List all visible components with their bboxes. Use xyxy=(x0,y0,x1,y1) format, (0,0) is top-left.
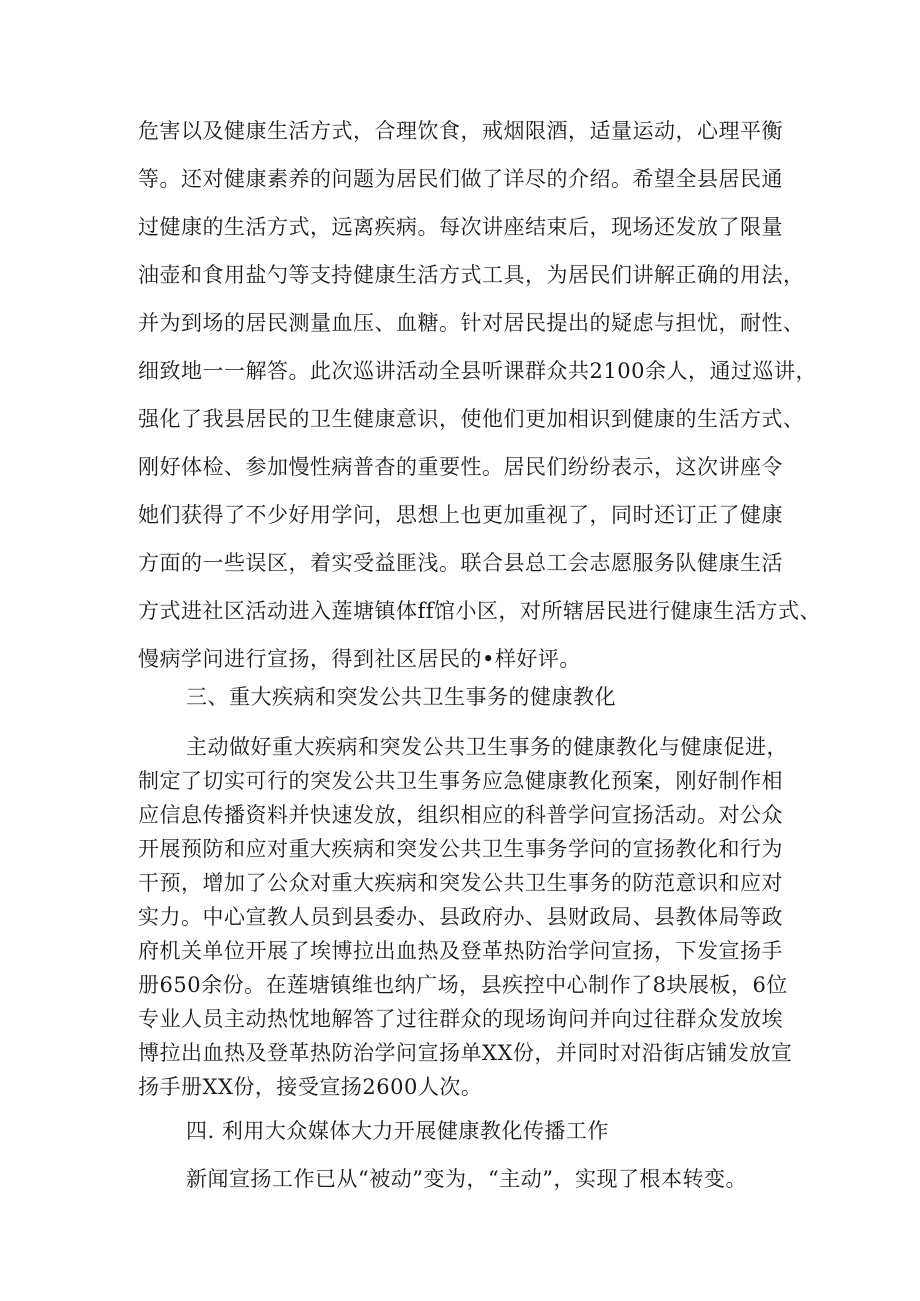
paragraph-line: 危害以及健康生活方式，合理饮食，戒烟限酒，适量运动，心理平衡 xyxy=(138,119,783,143)
paragraph-line: 干预，增加了公众对重大疾病和突发公共卫生事务的防范意识和应对 xyxy=(138,871,783,895)
paragraph-line: 过健康的生活方式，远离疾病。每次讲座结束后，现场还发放了限量 xyxy=(138,215,783,239)
paragraph-line: 实力。中心宣教人员到县委办、县政府办、县财政局、县教体局等政 xyxy=(138,905,783,929)
paragraph-3: 新闻宣扬工作已从“被动”变为，“主动”，实现了根本转变。 xyxy=(186,1167,747,1191)
paragraph-line: 细致地一一解答。此次巡讲活动全县听课群众共2100余人，通过巡讲， xyxy=(138,359,817,383)
paragraph-line: 府机关单位开展了埃博拉出血热及登革热防治学问宣扬，下发宣扬手 xyxy=(138,939,783,963)
paragraph-line: 应信息传播资料并快速发放，组织相应的科普学问宣扬活动。对公众 xyxy=(138,803,783,827)
paragraph-line: 方面的一些误区，着实受益匪浅。联合县总工会志愿服务队健康生活 xyxy=(138,551,783,575)
paragraph-line: 开展预防和应对重大疾病和突发公共卫生事务学问的宣扬教化和行为 xyxy=(138,837,783,861)
paragraph-line: 专业人员主动热忱地解答了过往群众的现场询问并向过往群众发放埃 xyxy=(138,1007,783,1031)
paragraph-line: 主动做好重大疾病和突发公共卫生事务的健康教化与健康促进， xyxy=(186,735,788,759)
paragraph-line: 等。还对健康素养的问题为居民们做了详尽的介绍。希望全县居民通 xyxy=(138,167,783,191)
section-heading-4: 四. 利用大众媒体大力开展健康教化传播工作 xyxy=(186,1119,609,1143)
paragraph-line: 慢病学问进行宣扬，得到社区居民的•样好评。 xyxy=(138,647,581,671)
paragraph-line: 强化了我县居民的卫生健康意识，使他们更加相识到健康的生活方式、 xyxy=(138,407,805,431)
paragraph-line: 并为到场的居民测量血压、血糖。针对居民提出的疑虑与担忧，耐性、 xyxy=(138,311,805,335)
paragraph-line: 册650余份。在莲塘镇维也纳广场，县疾控中心制作了8块展板，6位 xyxy=(138,973,788,997)
paragraph-line: 刚好体检、参加慢性病普杳的重要性。居民们纷纷表示，这次讲座令 xyxy=(138,455,783,479)
paragraph-line: 制定了切实可行的突发公共卫生事务应急健康教化预案，刚好制作相 xyxy=(138,769,783,793)
paragraph-line: 博拉出血热及登革热防治学问宣扬单XX份，并同时对沿街店铺发放宣 xyxy=(138,1041,793,1065)
section-heading-3: 三、重大疾病和突发公共卫生事务的健康教化 xyxy=(186,685,616,709)
paragraph-line: 油壶和食用盐勺等支持健康生活方式工具，为居民们讲解正确的用法， xyxy=(138,263,805,287)
paragraph-line: 扬手册XX份，接受宣扬2600人次。 xyxy=(138,1075,483,1099)
paragraph-line: 她们获得了不少好用学问，思想上也更加重视了，同时还订正了健康 xyxy=(138,503,783,527)
paragraph-line: 方式进社区活动进入莲塘镇体ff馆小区，对所辖居民进行健康生活方式、 xyxy=(138,599,822,623)
